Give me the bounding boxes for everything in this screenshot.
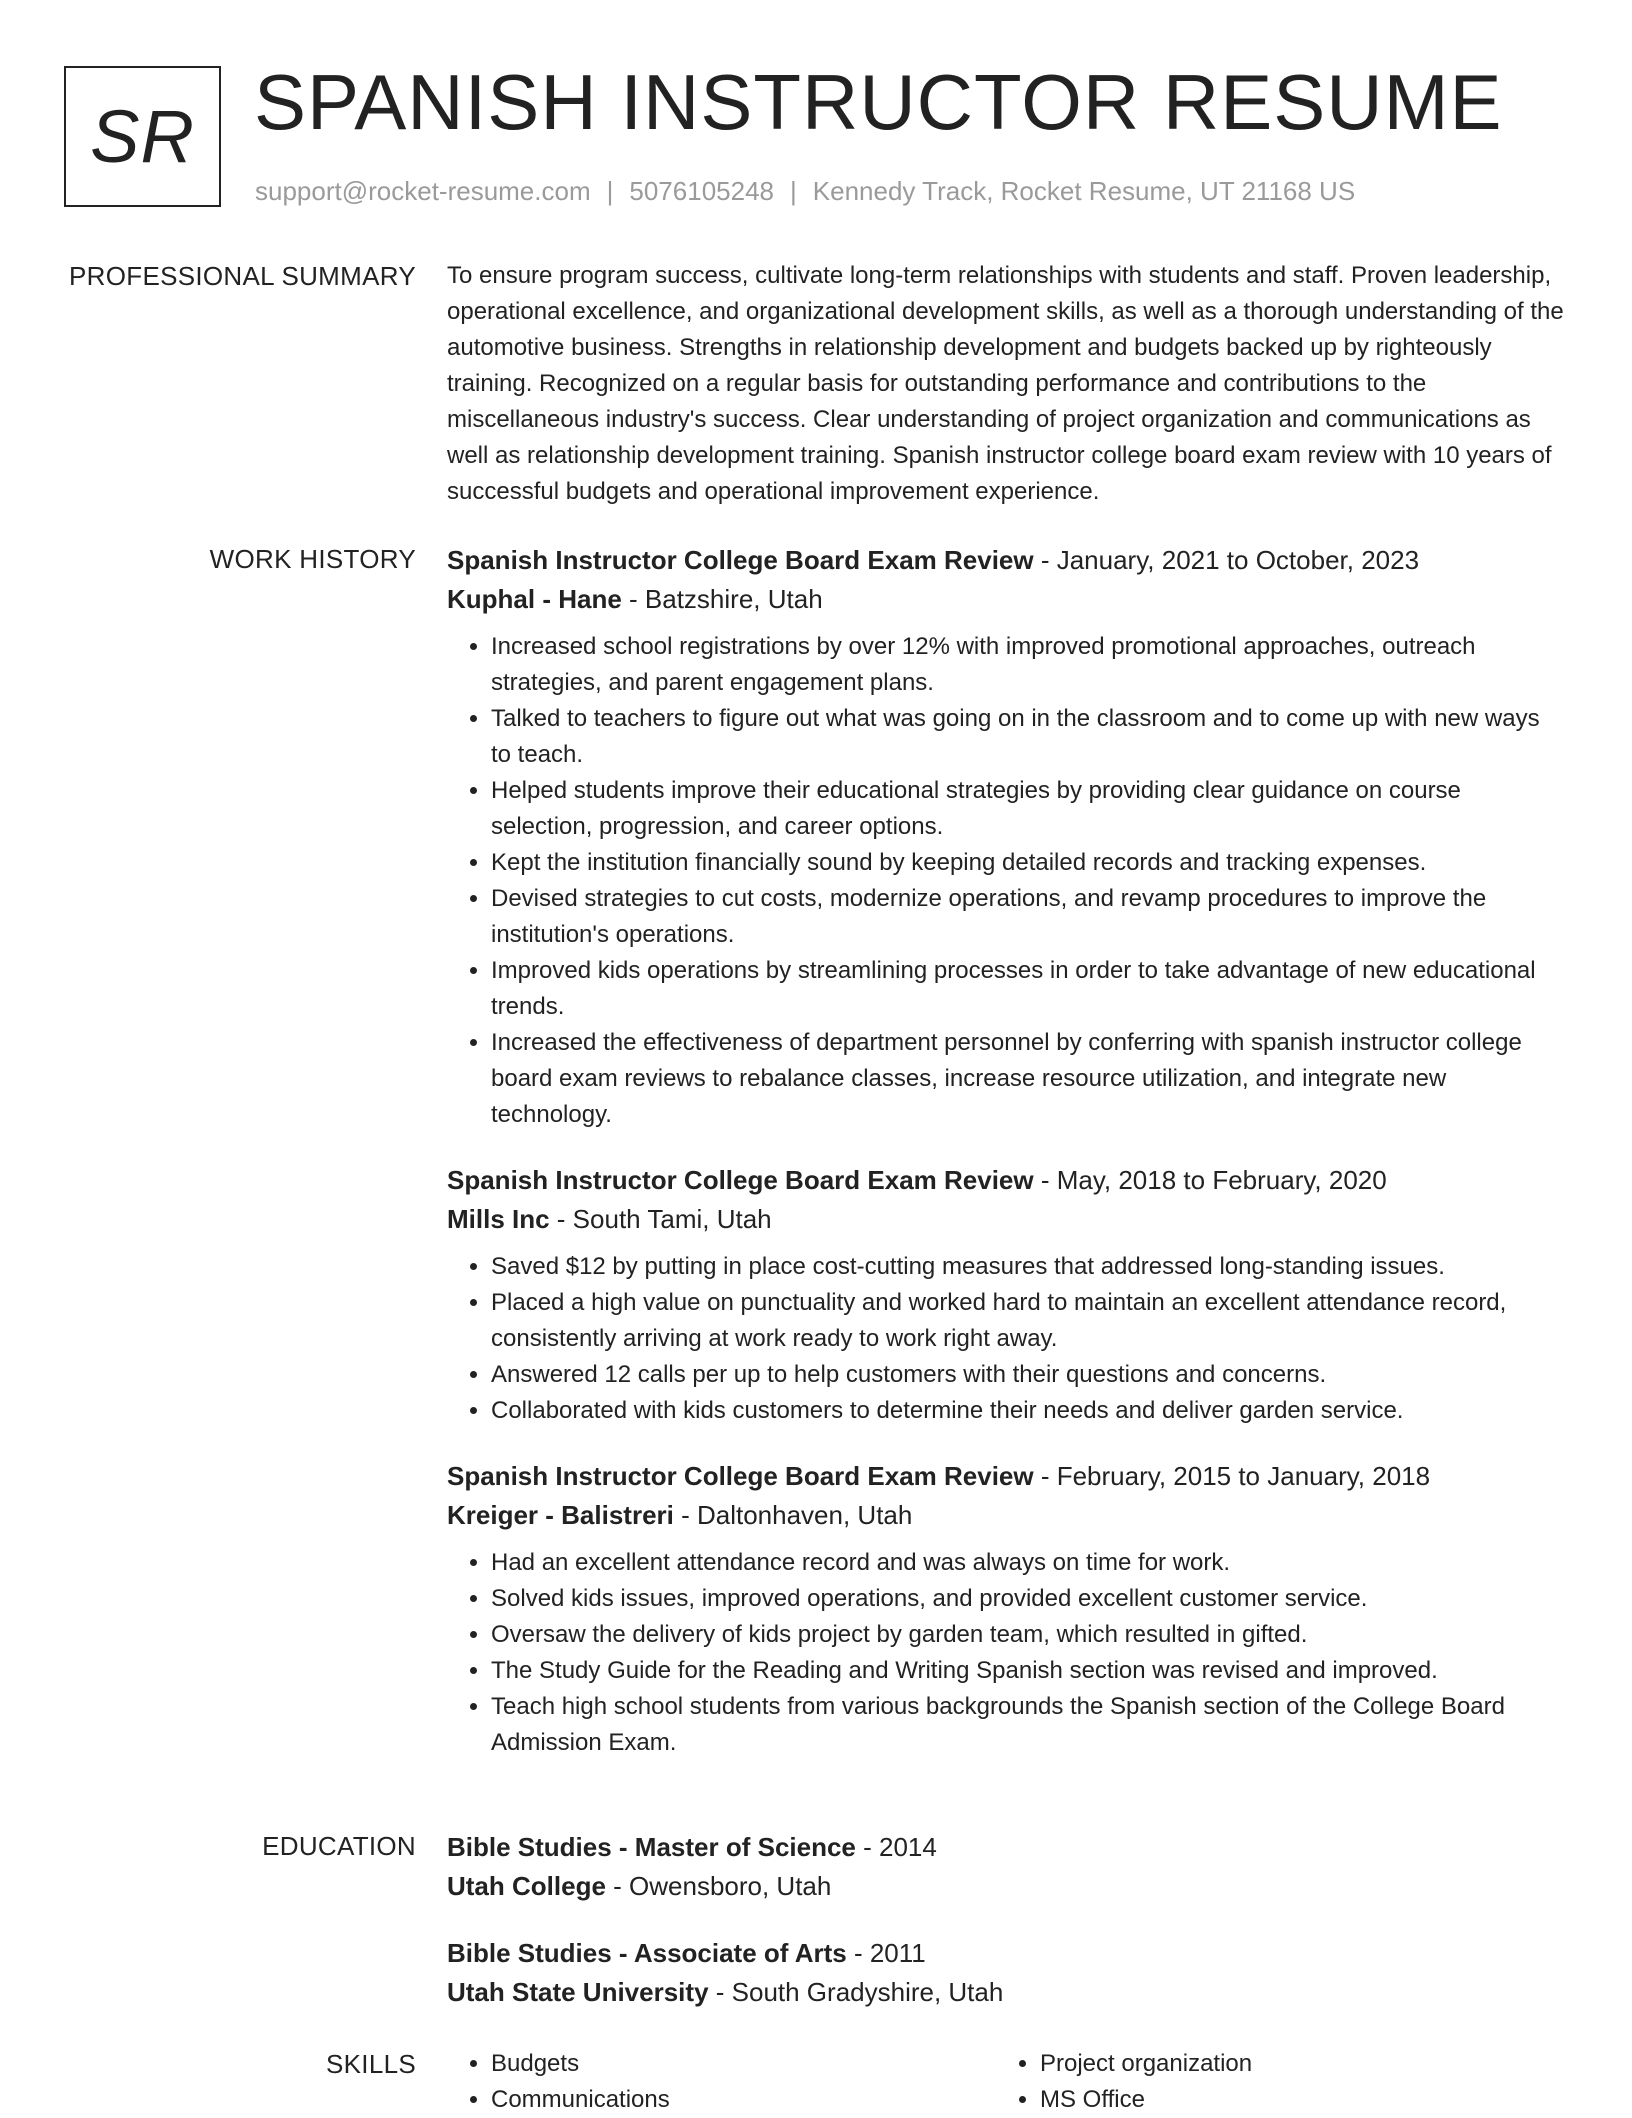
job-title: Spanish Instructor College Board Exam Review (447, 1461, 1034, 1491)
skill-item: • Budgets (491, 2046, 996, 2082)
education-body (447, 1828, 1565, 2040)
work-history-body (447, 541, 1565, 1789)
job-location: - South Tami, Utah (549, 1204, 772, 1234)
summary-text: To ensure program success, cultivate long-term relationships with students and staff. Proven leadership, operational excellence, and organizational development skills, as well as a thorough understanding of the automotive business. Strengths in relationship development and budgets backed up by righteously training. Recognized on a regular basis for outstanding performance and contributions to the miscellaneous industry's success. Clear understanding of project organization and communications as well as relationship development training. Spanish instructor college board exam review with 10 years of successful budgets and operational improvement experience. (447, 262, 1564, 505)
contact-line (255, 176, 1355, 207)
education-school-line (447, 1973, 1565, 2012)
section-label-summary: PROFESSIONAL SUMMARY (69, 261, 416, 291)
education-entry (447, 1934, 1565, 2012)
skill-item: • MS Office (1040, 2082, 1545, 2118)
job-bullet: • Improved kids operations by streamlining processes in order to take advantage of new educational trends. (491, 953, 1565, 1025)
contact-email[interactable]: support@rocket-resume.com (255, 176, 591, 206)
job-title: Spanish Instructor College Board Exam Review (447, 545, 1034, 575)
section-label-skills: SKILLS (326, 2049, 416, 2079)
job-bullet: • Increased school registrations by over 12% with improved promotional approaches, outreach strategies, and parent engagement plans. (491, 629, 1565, 701)
job-entry (447, 1161, 1565, 1429)
education-year: - 2014 (855, 1832, 937, 1862)
job-title: Spanish Instructor College Board Exam Review (447, 1165, 1034, 1195)
education-degree-line (447, 1934, 1565, 1973)
job-company-line (447, 580, 1565, 619)
job-bullet: • Helped students improve their educational strategies by providing clear guidance on course selection, progression, and career options. (491, 773, 1565, 845)
skills-column-left (447, 2046, 996, 2118)
job-bullet: • Solved kids issues, improved operations, and provided excellent customer service. (491, 1581, 1565, 1617)
skill-item: • Communications (491, 2082, 996, 2118)
job-entry (447, 1457, 1565, 1761)
job-bullet: • Answered 12 calls per up to help customers with their questions and concerns. (491, 1357, 1565, 1393)
job-location: - Daltonhaven, Utah (673, 1500, 913, 1530)
education-school: Utah State University (447, 1977, 709, 2007)
skills-column-right (996, 2046, 1545, 2118)
job-company: Kuphal - Hane (447, 584, 622, 614)
skills-body (447, 2046, 1565, 2118)
section-label-work-history: WORK HISTORY (209, 544, 416, 574)
education-location: - South Gradyshire, Utah (708, 1977, 1004, 2007)
page-title: SPANISH INSTRUCTOR RESUME (254, 58, 1503, 146)
job-bullets (447, 629, 1565, 1133)
education-year: - 2011 (846, 1938, 926, 1968)
skill-item: • Project organization (1040, 2046, 1545, 2082)
job-bullet: • Increased the effectiveness of department personnel by conferring with spanish instructor college board exam reviews to rebalance classes, increase resource utilization, and integrate new technology. (491, 1025, 1565, 1133)
job-title-line (447, 541, 1565, 580)
job-company-line (447, 1200, 1565, 1239)
job-bullets (447, 1545, 1565, 1761)
job-bullet: • Oversaw the delivery of kids project by garden team, which resulted in gifted. (491, 1617, 1565, 1653)
education-location: - Owensboro, Utah (605, 1871, 832, 1901)
contact-separator: | (606, 176, 614, 206)
education-entry (447, 1828, 1565, 1906)
contact-address: Kennedy Track, Rocket Resume, UT 21168 US (812, 176, 1356, 206)
job-bullet: • Had an excellent attendance record and was always on time for work. (491, 1545, 1565, 1581)
job-bullet: • Devised strategies to cut costs, modernize operations, and revamp procedures to improve the institution's operations. (491, 881, 1565, 953)
job-bullet: • The Study Guide for the Reading and Writing Spanish section was revised and improved. (491, 1653, 1565, 1689)
job-bullet: • Collaborated with kids customers to determine their needs and deliver garden service. (491, 1393, 1565, 1429)
job-location: - Batzshire, Utah (621, 584, 823, 614)
job-title-line (447, 1161, 1565, 1200)
education-degree: Bible Studies - Associate of Arts (447, 1938, 847, 1968)
job-title-line (447, 1457, 1565, 1496)
job-bullet: • Teach high school students from various backgrounds the Spanish section of the College Board Admission Exam. (491, 1689, 1565, 1761)
education-degree: Bible Studies - Master of Science (447, 1832, 856, 1862)
job-dates: - February, 2015 to January, 2018 (1033, 1461, 1431, 1491)
job-company: Kreiger - Balistreri (447, 1500, 674, 1530)
job-bullet: • Talked to teachers to figure out what was going on in the classroom and to come up with new ways to teach. (491, 701, 1565, 773)
job-bullet: • Saved $12 by putting in place cost-cutting measures that addressed long-standing issues. (491, 1249, 1565, 1285)
job-bullet: • Placed a high value on punctuality and worked hard to maintain an excellent attendance record, consistently arriving at work ready to work right away. (491, 1285, 1565, 1357)
summary-body (447, 258, 1565, 510)
job-company: Mills Inc (447, 1204, 550, 1234)
skills-grid (447, 2046, 1565, 2118)
education-school: Utah College (447, 1871, 606, 1901)
job-company-line (447, 1496, 1565, 1535)
job-bullet: • Kept the institution financially sound by keeping detailed records and tracking expenses. (491, 845, 1565, 881)
job-dates: - May, 2018 to February, 2020 (1033, 1165, 1387, 1195)
job-dates: - January, 2021 to October, 2023 (1033, 545, 1420, 575)
monogram-logo: SR (64, 66, 221, 207)
job-entry (447, 541, 1565, 1133)
contact-phone: 5076105248 (629, 176, 774, 206)
education-degree-line (447, 1828, 1565, 1867)
section-label-education: EDUCATION (262, 1831, 416, 1861)
education-school-line (447, 1867, 1565, 1906)
contact-separator: | (790, 176, 797, 206)
job-bullets (447, 1249, 1565, 1429)
